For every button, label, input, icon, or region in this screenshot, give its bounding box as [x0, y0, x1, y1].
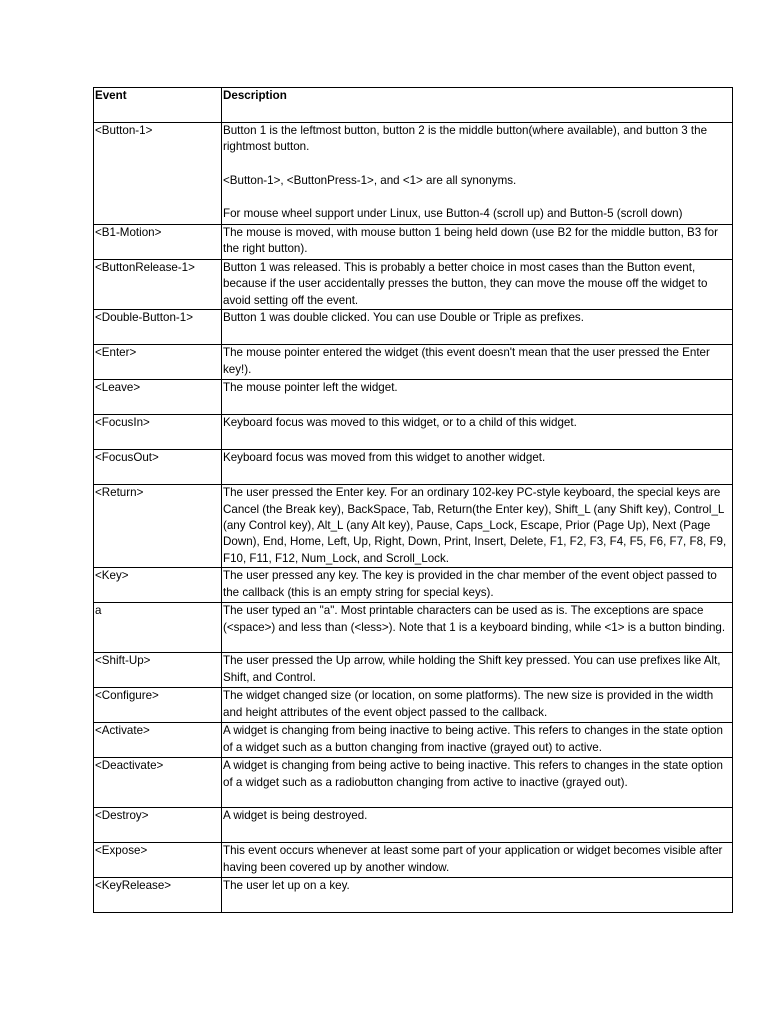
description-cell — [222, 310, 733, 345]
table-row — [94, 225, 733, 260]
table-row — [94, 808, 733, 843]
description-text: The mouse pointer left the widget. — [223, 381, 398, 395]
description-cell — [222, 380, 733, 415]
description-cell — [222, 450, 733, 485]
event-cell: <Configure> — [94, 688, 222, 723]
event-cell: <KeyRelease> — [94, 878, 222, 913]
description-text: For mouse wheel support under Linux, use Button-4 (scroll up) and Button-5 (scroll down) — [223, 207, 683, 221]
description-text: This event occurs whenever at least some part of your application or widget becomes visible after having been covered up by another window. — [223, 844, 723, 874]
event-cell: <Return> — [94, 485, 222, 568]
description-text: The user pressed any key. The key is provided in the char member of the event object passed to the callback (this is an empty string for special keys). — [223, 569, 717, 599]
description-text: Button 1 was released. This is probably a better choice in most cases than the Button event, because if the user accidentally presses the button, they can move the mouse off the widget to avoid setting off the event. — [223, 261, 708, 307]
description-cell — [222, 415, 733, 450]
description-cell — [222, 843, 733, 878]
table-row — [94, 878, 733, 913]
description-text: A widget is changing from being active to being inactive. This refers to changes in the state option of a widget such as a radiobutton changing from active to inactive (grayed out). — [223, 759, 723, 789]
table-row — [94, 450, 733, 485]
description-text: The user typed an "a". Most printable characters can be used as is. The exceptions are space (<space>) and less than (<less>). Note that 1 is a keyboard binding, while <1> is a button binding. — [223, 604, 726, 634]
description-text: The user pressed the Up arrow, while holding the Shift key pressed. You can use prefixes like Alt, Shift, and Control. — [223, 654, 721, 684]
description-cell — [222, 808, 733, 843]
description-text: A widget is changing from being inactive to being active. This refers to changes in the state option of a widget such as a button changing from inactive (grayed out) to active. — [223, 724, 723, 754]
header-description: Description — [222, 88, 733, 123]
event-cell: <Activate> — [94, 723, 222, 758]
event-cell: <Deactivate> — [94, 758, 222, 808]
description-cell — [222, 568, 733, 603]
description-cell — [222, 485, 733, 568]
description-cell — [222, 225, 733, 260]
event-cell: <Destroy> — [94, 808, 222, 843]
description-text: The user pressed the Enter key. For an ordinary 102-key PC-style keyboard, the special keys are Cancel (the Break key), BackSpace, Tab, Return(the Enter key), Shift_L (any Shift key), Control_L (any Control key), Alt_L (any Alt key), Pause, Caps_Lock, Escape, Prior (Page Up), Next (Page Down), End, Home, Left, Up, Right, Down, Print, Insert, Delete, F1, F2, F3, F4, F5, F6, F7, F8, F9, F10, F11, F12, Num_Lock, and Scroll_Lock. — [223, 486, 727, 565]
event-cell: <Shift-Up> — [94, 653, 222, 688]
table-body — [94, 123, 733, 913]
description-cell — [222, 758, 733, 808]
description-text: The widget changed size (or location, on some platforms). The new size is provided in the width and height attributes of the event object passed to the callback. — [223, 689, 714, 719]
header-row — [94, 88, 733, 123]
description-cell — [222, 123, 733, 225]
description-cell — [222, 345, 733, 380]
table-row — [94, 603, 733, 653]
event-cell: <Key> — [94, 568, 222, 603]
header-event: Event — [94, 88, 222, 123]
table-row — [94, 260, 733, 310]
table-row — [94, 653, 733, 688]
table-row — [94, 485, 733, 568]
event-cell: <Leave> — [94, 380, 222, 415]
event-cell: <Button-1> — [94, 123, 222, 225]
event-cell: <FocusOut> — [94, 450, 222, 485]
description-text: The mouse pointer entered the widget (this event doesn't mean that the user pressed the Enter key!). — [223, 346, 710, 376]
event-cell: <Expose> — [94, 843, 222, 878]
table-row — [94, 688, 733, 723]
table-row — [94, 415, 733, 450]
description-cell — [222, 260, 733, 310]
table-row — [94, 380, 733, 415]
description-text: Keyboard focus was moved from this widget to another widget. — [223, 451, 546, 465]
table-row — [94, 310, 733, 345]
events-table — [93, 87, 733, 913]
description-text: <Button-1>, <ButtonPress-1>, and <1> are all synonyms. — [223, 173, 517, 187]
description-text: Button 1 is the leftmost button, button 2 is the middle button(where available), and button 3 the rightmost button. — [223, 124, 708, 154]
table-row — [94, 843, 733, 878]
table-row — [94, 758, 733, 808]
description-cell — [222, 603, 733, 653]
description-cell — [222, 688, 733, 723]
description-text: Button 1 was double clicked. You can use Double or Triple as prefixes. — [223, 311, 584, 325]
event-cell: <Enter> — [94, 345, 222, 380]
table-row — [94, 723, 733, 758]
table-row — [94, 568, 733, 603]
event-cell: <Double-Button-1> — [94, 310, 222, 345]
event-cell: <ButtonRelease-1> — [94, 260, 222, 310]
description-text: Keyboard focus was moved to this widget, or to a child of this widget. — [223, 416, 577, 430]
description-cell — [222, 878, 733, 913]
description-text: A widget is being destroyed. — [223, 809, 368, 823]
description-text: The user let up on a key. — [223, 879, 350, 893]
event-cell: a — [94, 603, 222, 653]
event-cell: <FocusIn> — [94, 415, 222, 450]
description-text: The mouse is moved, with mouse button 1 being held down (use B2 for the middle button, B3 for the right button). — [223, 226, 718, 256]
description-cell — [222, 653, 733, 688]
table-row — [94, 345, 733, 380]
description-cell — [222, 723, 733, 758]
event-cell: <B1-Motion> — [94, 225, 222, 260]
table-row — [94, 123, 733, 225]
